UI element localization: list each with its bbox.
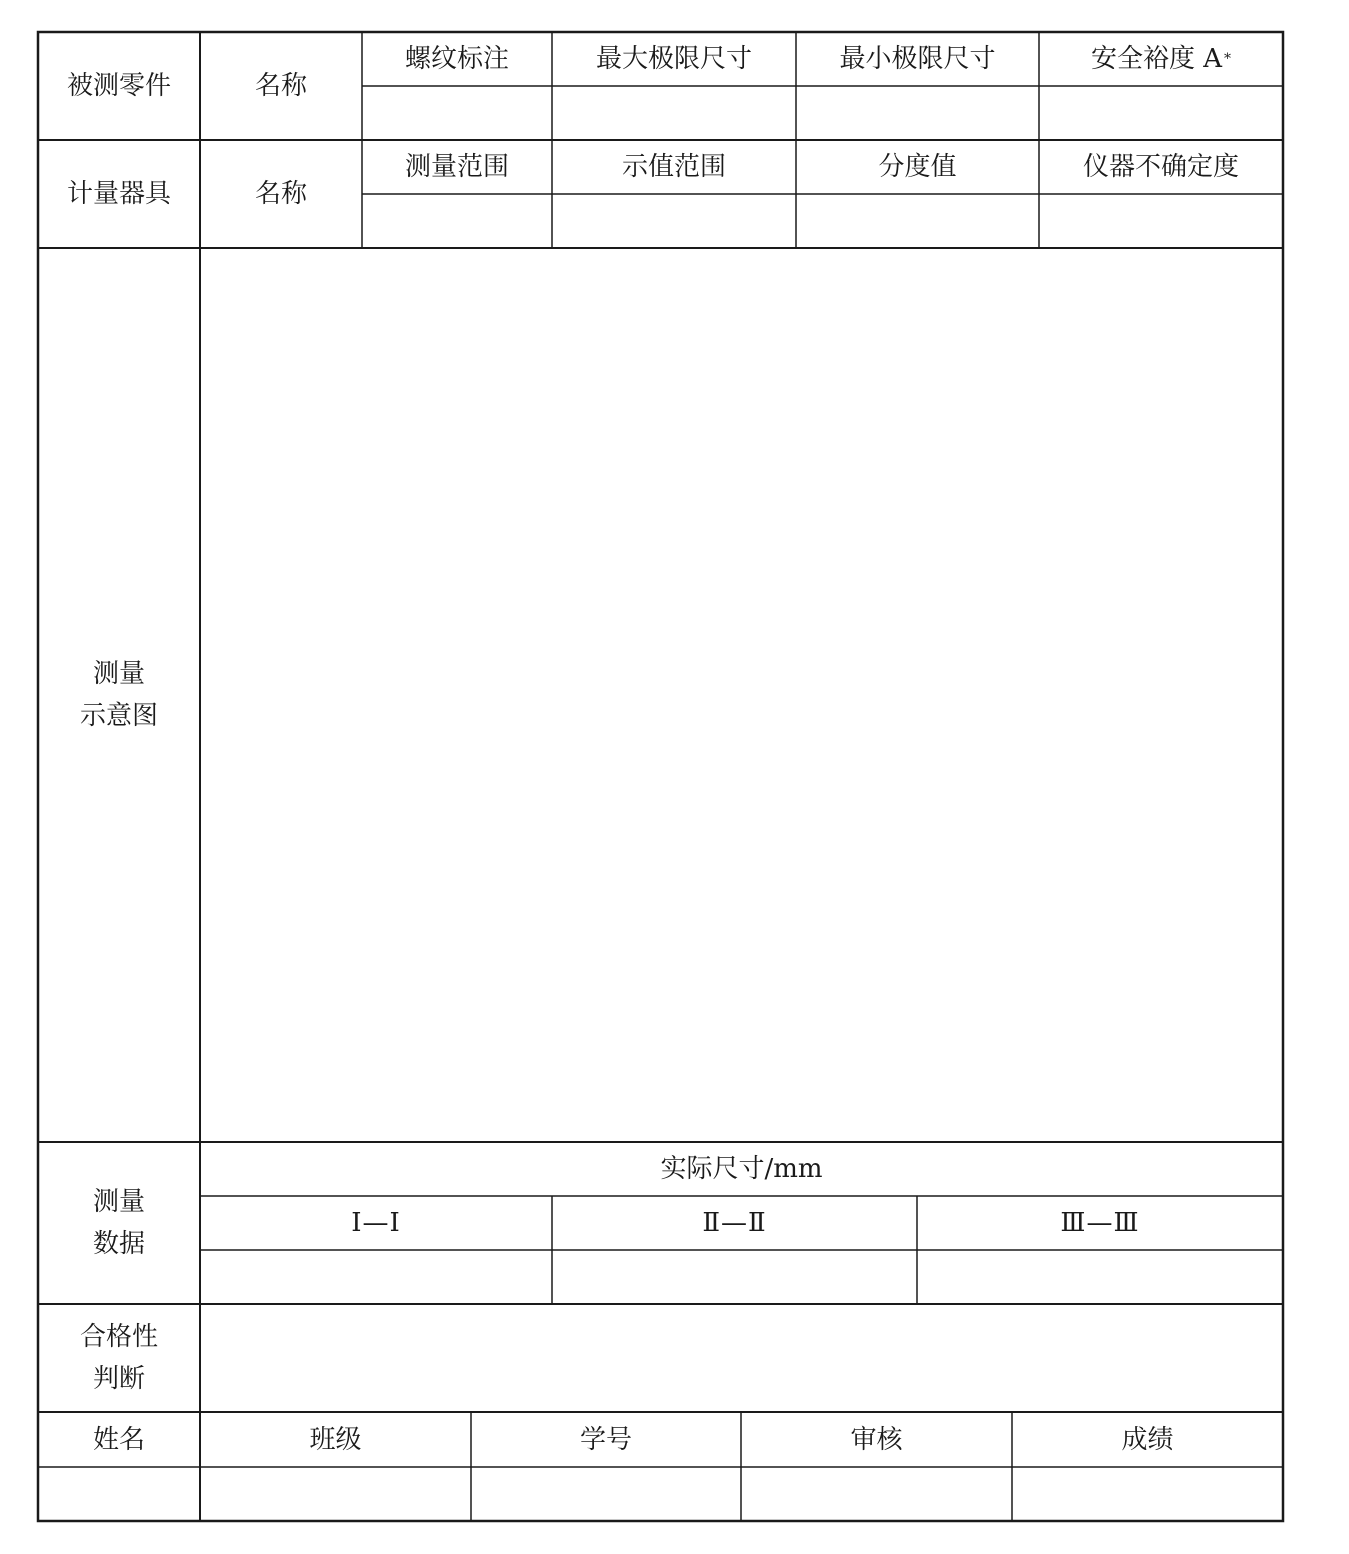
header-section-3: Ⅲ—Ⅲ: [1060, 1208, 1140, 1238]
label-data-line1: 测量: [92, 1187, 145, 1217]
header-indication-range: 示值范围: [621, 152, 726, 182]
header-safety-margin-text: 安全裕度 A: [1090, 44, 1223, 74]
label-measurement-sketch: [38, 248, 200, 1142]
footer-label-grade: 成绩: [1121, 1424, 1174, 1455]
input-safety-margin[interactable]: [1039, 86, 1283, 140]
input-instrument-uncertainty[interactable]: [1039, 194, 1283, 248]
footer-label-class: 班级: [309, 1424, 362, 1455]
footer-label-name: 姓名: [92, 1424, 145, 1455]
input-max-limit-size[interactable]: [552, 86, 796, 140]
label-measurement-data: [38, 1142, 200, 1304]
sketch-area[interactable]: [200, 248, 1283, 1142]
input-indication-range[interactable]: [552, 194, 796, 248]
input-section-3[interactable]: [917, 1250, 1283, 1304]
label-sketch-line1: 测量: [92, 659, 145, 689]
header-scale-division: 分度值: [878, 152, 957, 182]
input-class[interactable]: [200, 1467, 471, 1521]
header-actual-size: 实际尺寸/mm: [660, 1154, 823, 1184]
input-review[interactable]: [741, 1467, 1012, 1521]
footer-label-review: 审核: [850, 1424, 903, 1455]
header-section-1: Ⅰ—Ⅰ: [351, 1208, 401, 1238]
input-scale-division[interactable]: [796, 194, 1039, 248]
label-judge-line1: 合格性: [79, 1322, 158, 1352]
label-conformity-judgement: [38, 1304, 200, 1412]
label-sketch-line2: 示意图: [79, 701, 158, 731]
input-name[interactable]: [38, 1467, 200, 1521]
header-instrument-uncertainty: 仪器不确定度: [1082, 152, 1239, 182]
header-min-limit-size: 最小极限尺寸: [839, 44, 996, 74]
header-safety-margin: [1039, 32, 1283, 86]
label-data-line2: 数据: [92, 1229, 145, 1259]
input-min-limit-size[interactable]: [796, 86, 1039, 140]
label-instrument-name: 名称: [254, 179, 307, 209]
label-part-name: 名称: [254, 71, 307, 101]
input-conformity-judgement[interactable]: [200, 1304, 1283, 1412]
input-student-id[interactable]: [471, 1467, 741, 1521]
input-section-2[interactable]: [552, 1250, 917, 1304]
header-thread-designation: 螺纹标注: [404, 44, 509, 74]
label-judge-line2: 判断: [92, 1364, 145, 1394]
header-section-2: Ⅱ—Ⅱ: [702, 1208, 767, 1238]
header-max-limit-size: 最大极限尺寸: [595, 44, 752, 74]
input-thread-designation[interactable]: [362, 86, 552, 140]
input-measuring-range[interactable]: [362, 194, 552, 248]
label-tested-part: 被测零件: [66, 71, 171, 101]
input-section-1[interactable]: [200, 1250, 552, 1304]
label-measuring-instrument: 计量器具: [66, 179, 171, 209]
safety-margin-asterisk: *: [1224, 51, 1232, 67]
input-grade[interactable]: [1012, 1467, 1283, 1521]
header-measuring-range: 测量范围: [404, 152, 509, 182]
footer-label-student-id: 学号: [579, 1424, 632, 1455]
